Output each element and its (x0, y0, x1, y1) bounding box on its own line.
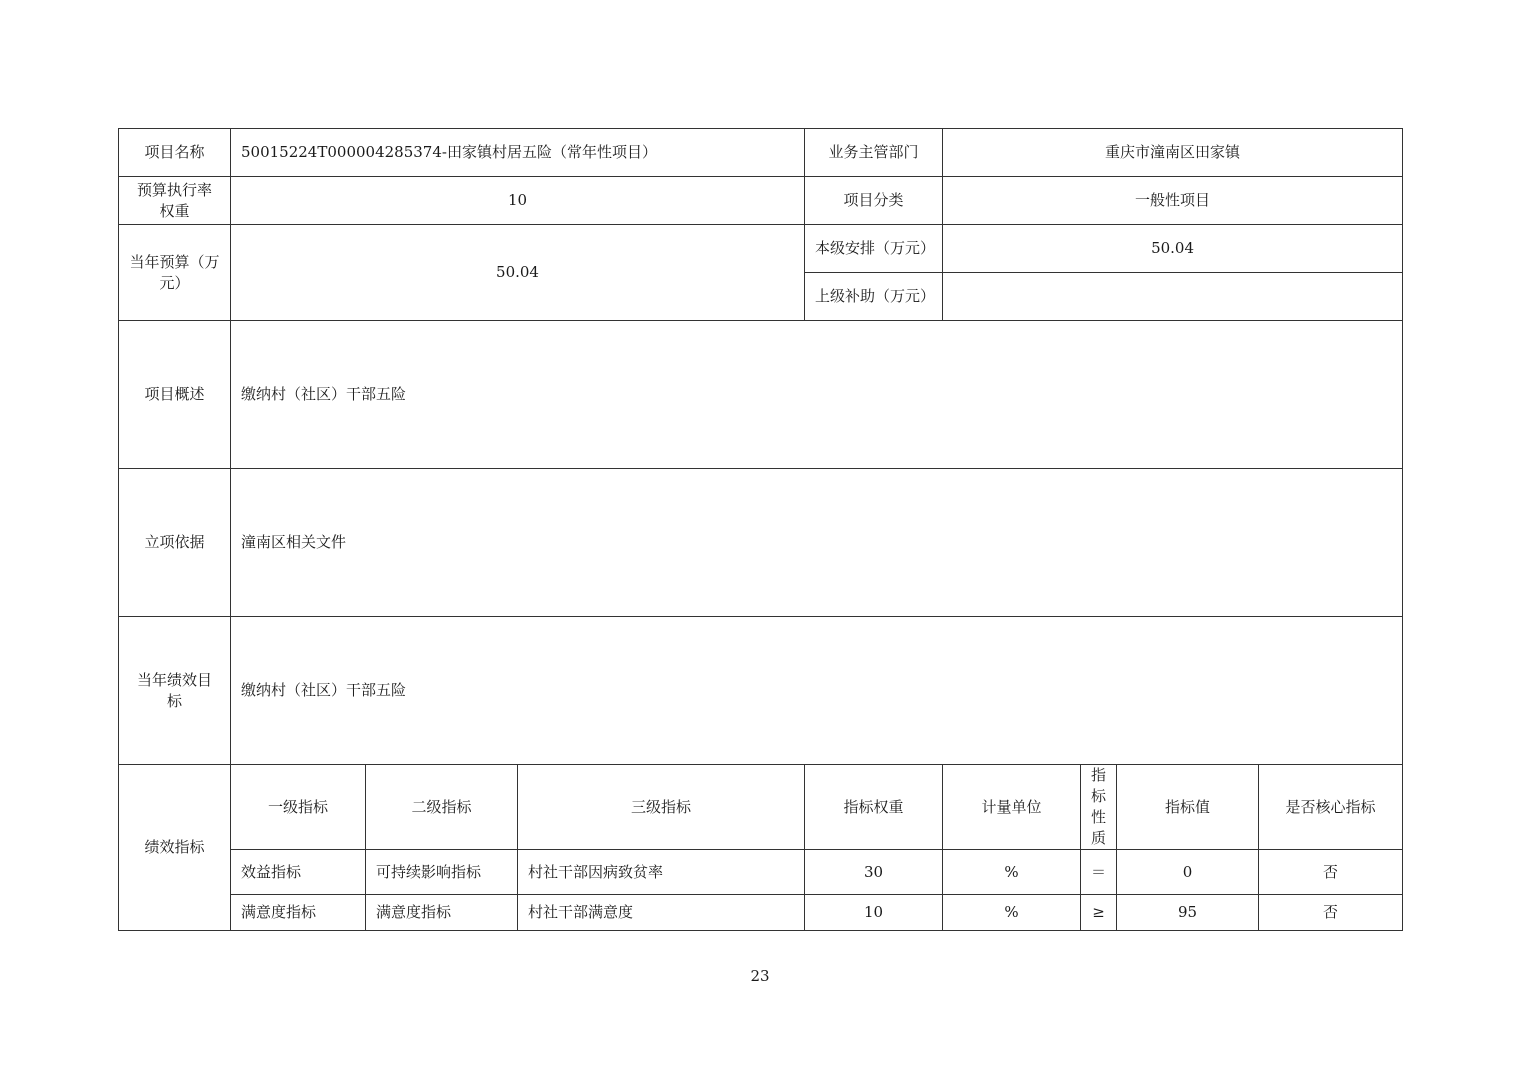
local-arrange-label: 本级安排（万元） (805, 225, 943, 273)
category-label: 项目分类 (805, 177, 943, 225)
basis-text: 潼南区相关文件 (231, 469, 1403, 617)
indicator-level2: 可持续影响指标 (366, 850, 518, 895)
page-number: 23 (750, 967, 770, 985)
indicator-core: 否 (1259, 850, 1403, 895)
header-level3: 三级指标 (518, 765, 805, 850)
budget-rate-value: 10 (231, 177, 805, 225)
annual-budget-label-line1: 当年预算（万 (129, 252, 220, 271)
indicator-level1: 效益指标 (231, 850, 366, 895)
indicator-row (119, 895, 1403, 931)
indicator-level1: 满意度指标 (231, 895, 366, 931)
header-weight: 指标权重 (805, 765, 943, 850)
header-unit: 计量单位 (943, 765, 1081, 850)
project-performance-table (118, 128, 1403, 931)
overview-label: 项目概述 (119, 321, 231, 469)
indicator-level2: 满意度指标 (366, 895, 518, 931)
indicator-weight: 10 (805, 895, 943, 931)
row-basis (119, 469, 1403, 617)
budget-rate-label (119, 177, 231, 225)
header-nature-char: 质 (1091, 829, 1107, 847)
indicator-row (119, 850, 1403, 895)
overview-text: 缴纳村（社区）干部五险 (231, 321, 1403, 469)
header-value: 指标值 (1117, 765, 1259, 850)
header-nature (1081, 765, 1117, 850)
dept-label: 业务主管部门 (805, 129, 943, 177)
goal-text: 缴纳村（社区）干部五险 (231, 617, 1403, 765)
indicator-level3: 村社干部满意度 (518, 895, 805, 931)
header-nature-char: 性 (1091, 808, 1107, 826)
header-core: 是否核心指标 (1259, 765, 1403, 850)
indicator-header-row (119, 765, 1403, 850)
local-arrange-value: 50.04 (943, 225, 1403, 273)
budget-rate-label-line2: 权重 (159, 201, 190, 220)
annual-budget-value: 50.04 (231, 225, 805, 321)
indicator-nature: ≥ (1081, 895, 1117, 931)
basis-label: 立项依据 (119, 469, 231, 617)
row-budget-rate (119, 177, 1403, 225)
indicator-unit: % (943, 850, 1081, 895)
row-project-name (119, 129, 1403, 177)
row-overview (119, 321, 1403, 469)
indicator-weight: 30 (805, 850, 943, 895)
superior-subsidy-value (943, 273, 1403, 321)
goal-label (119, 617, 231, 765)
project-name-value: 50015224T000004285374-田家镇村居五险（常年性项目） (231, 129, 805, 177)
header-nature-char: 指 (1091, 766, 1107, 784)
indicator-nature: ＝ (1081, 850, 1117, 895)
project-name-label: 项目名称 (119, 129, 231, 177)
indicator-level3: 村社干部因病致贫率 (518, 850, 805, 895)
indicator-unit: % (943, 895, 1081, 931)
annual-budget-label-line2: 元） (159, 273, 190, 292)
header-level1: 一级指标 (231, 765, 366, 850)
goal-label-line2: 标 (166, 691, 182, 710)
indicator-value: 95 (1117, 895, 1259, 931)
indicators-label: 绩效指标 (119, 765, 231, 931)
superior-subsidy-label: 上级补助（万元） (805, 273, 943, 321)
row-goal (119, 617, 1403, 765)
indicator-value: 0 (1117, 850, 1259, 895)
row-annual-budget (119, 225, 1403, 273)
category-value: 一般性项目 (943, 177, 1403, 225)
indicator-core: 否 (1259, 895, 1403, 931)
header-level2: 二级指标 (366, 765, 518, 850)
annual-budget-label (119, 225, 231, 321)
budget-rate-label-line1: 预算执行率 (136, 180, 212, 199)
goal-label-line1: 当年绩效目 (136, 670, 212, 689)
header-nature-char: 标 (1091, 787, 1107, 805)
dept-value: 重庆市潼南区田家镇 (943, 129, 1403, 177)
